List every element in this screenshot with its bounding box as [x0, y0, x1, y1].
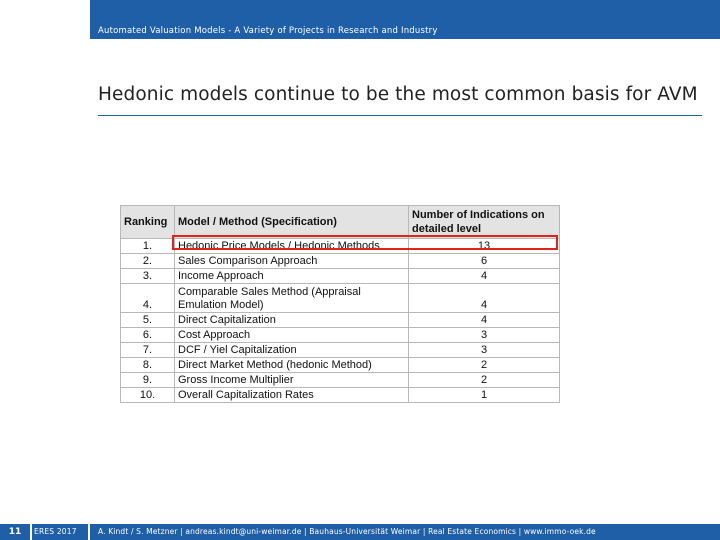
count-cell: 2: [409, 358, 560, 373]
table-row: [121, 254, 560, 269]
rank-cell: 4.: [121, 284, 175, 313]
conference-label: ERES 2017: [34, 527, 77, 536]
table-row: [121, 343, 560, 358]
rank-cell: 3.: [121, 269, 175, 284]
slide-title: Hedonic models continue to be the most common basis for AVM: [98, 84, 698, 105]
table-row: [121, 328, 560, 343]
rank-cell: 6.: [121, 328, 175, 343]
rank-cell: 7.: [121, 343, 175, 358]
method-cell: Comparable Sales Method (Appraisal Emulation Model): [175, 284, 409, 313]
rank-cell: 10.: [121, 388, 175, 403]
top-rank-highlight-box: [172, 235, 558, 250]
count-cell: 4: [409, 284, 560, 313]
footer-bar: [0, 524, 720, 540]
footer-separator: [88, 524, 90, 540]
method-cell: Direct Market Method (hedonic Method): [175, 358, 409, 373]
count-cell: 2: [409, 373, 560, 388]
rank-cell: 2.: [121, 254, 175, 269]
method-cell: Cost Approach: [175, 328, 409, 343]
table-row: [121, 358, 560, 373]
count-cell: 3: [409, 328, 560, 343]
page-number: 11: [0, 524, 30, 540]
count-cell: 3: [409, 343, 560, 358]
rank-cell: 5.: [121, 313, 175, 328]
method-cell: Income Approach: [175, 269, 409, 284]
header-count: Number of Indications on detailed level: [409, 206, 560, 239]
header-left-block: [0, 0, 88, 39]
count-cell: 13: [409, 239, 560, 254]
table-row: [121, 373, 560, 388]
footer-credits: A. Kindt / S. Metzner | andreas.kindt@uni-weimar.de | Bauhaus-Universität Weimar | Real Estate Economics | www.immo-oek.de: [98, 527, 596, 536]
rank-cell: 9.: [121, 373, 175, 388]
table-row: [121, 388, 560, 403]
rank-cell: 1.: [121, 239, 175, 254]
header-ranking: Ranking: [121, 206, 175, 239]
title-underline: [98, 115, 702, 116]
method-cell: Gross Income Multiplier: [175, 373, 409, 388]
count-cell: 6: [409, 254, 560, 269]
header-method: Model / Method (Specification): [175, 206, 409, 239]
method-cell: Overall Capitalization Rates: [175, 388, 409, 403]
method-cell: Sales Comparison Approach: [175, 254, 409, 269]
table-row: [121, 313, 560, 328]
header-bar: [0, 0, 720, 39]
footer-separator: [30, 524, 32, 540]
header-title: Automated Valuation Models - A Variety of Projects in Research and Industry: [98, 26, 438, 36]
method-cell: DCF / Yiel Capitalization: [175, 343, 409, 358]
count-cell: 4: [409, 269, 560, 284]
method-cell: Direct Capitalization: [175, 313, 409, 328]
method-cell: Hedonic Price Models / Hedonic Methods: [175, 239, 409, 254]
rank-cell: 8.: [121, 358, 175, 373]
table-row: [121, 269, 560, 284]
table-header-row: [121, 206, 560, 239]
table-row: [121, 284, 560, 313]
count-cell: 4: [409, 313, 560, 328]
count-cell: 1: [409, 388, 560, 403]
